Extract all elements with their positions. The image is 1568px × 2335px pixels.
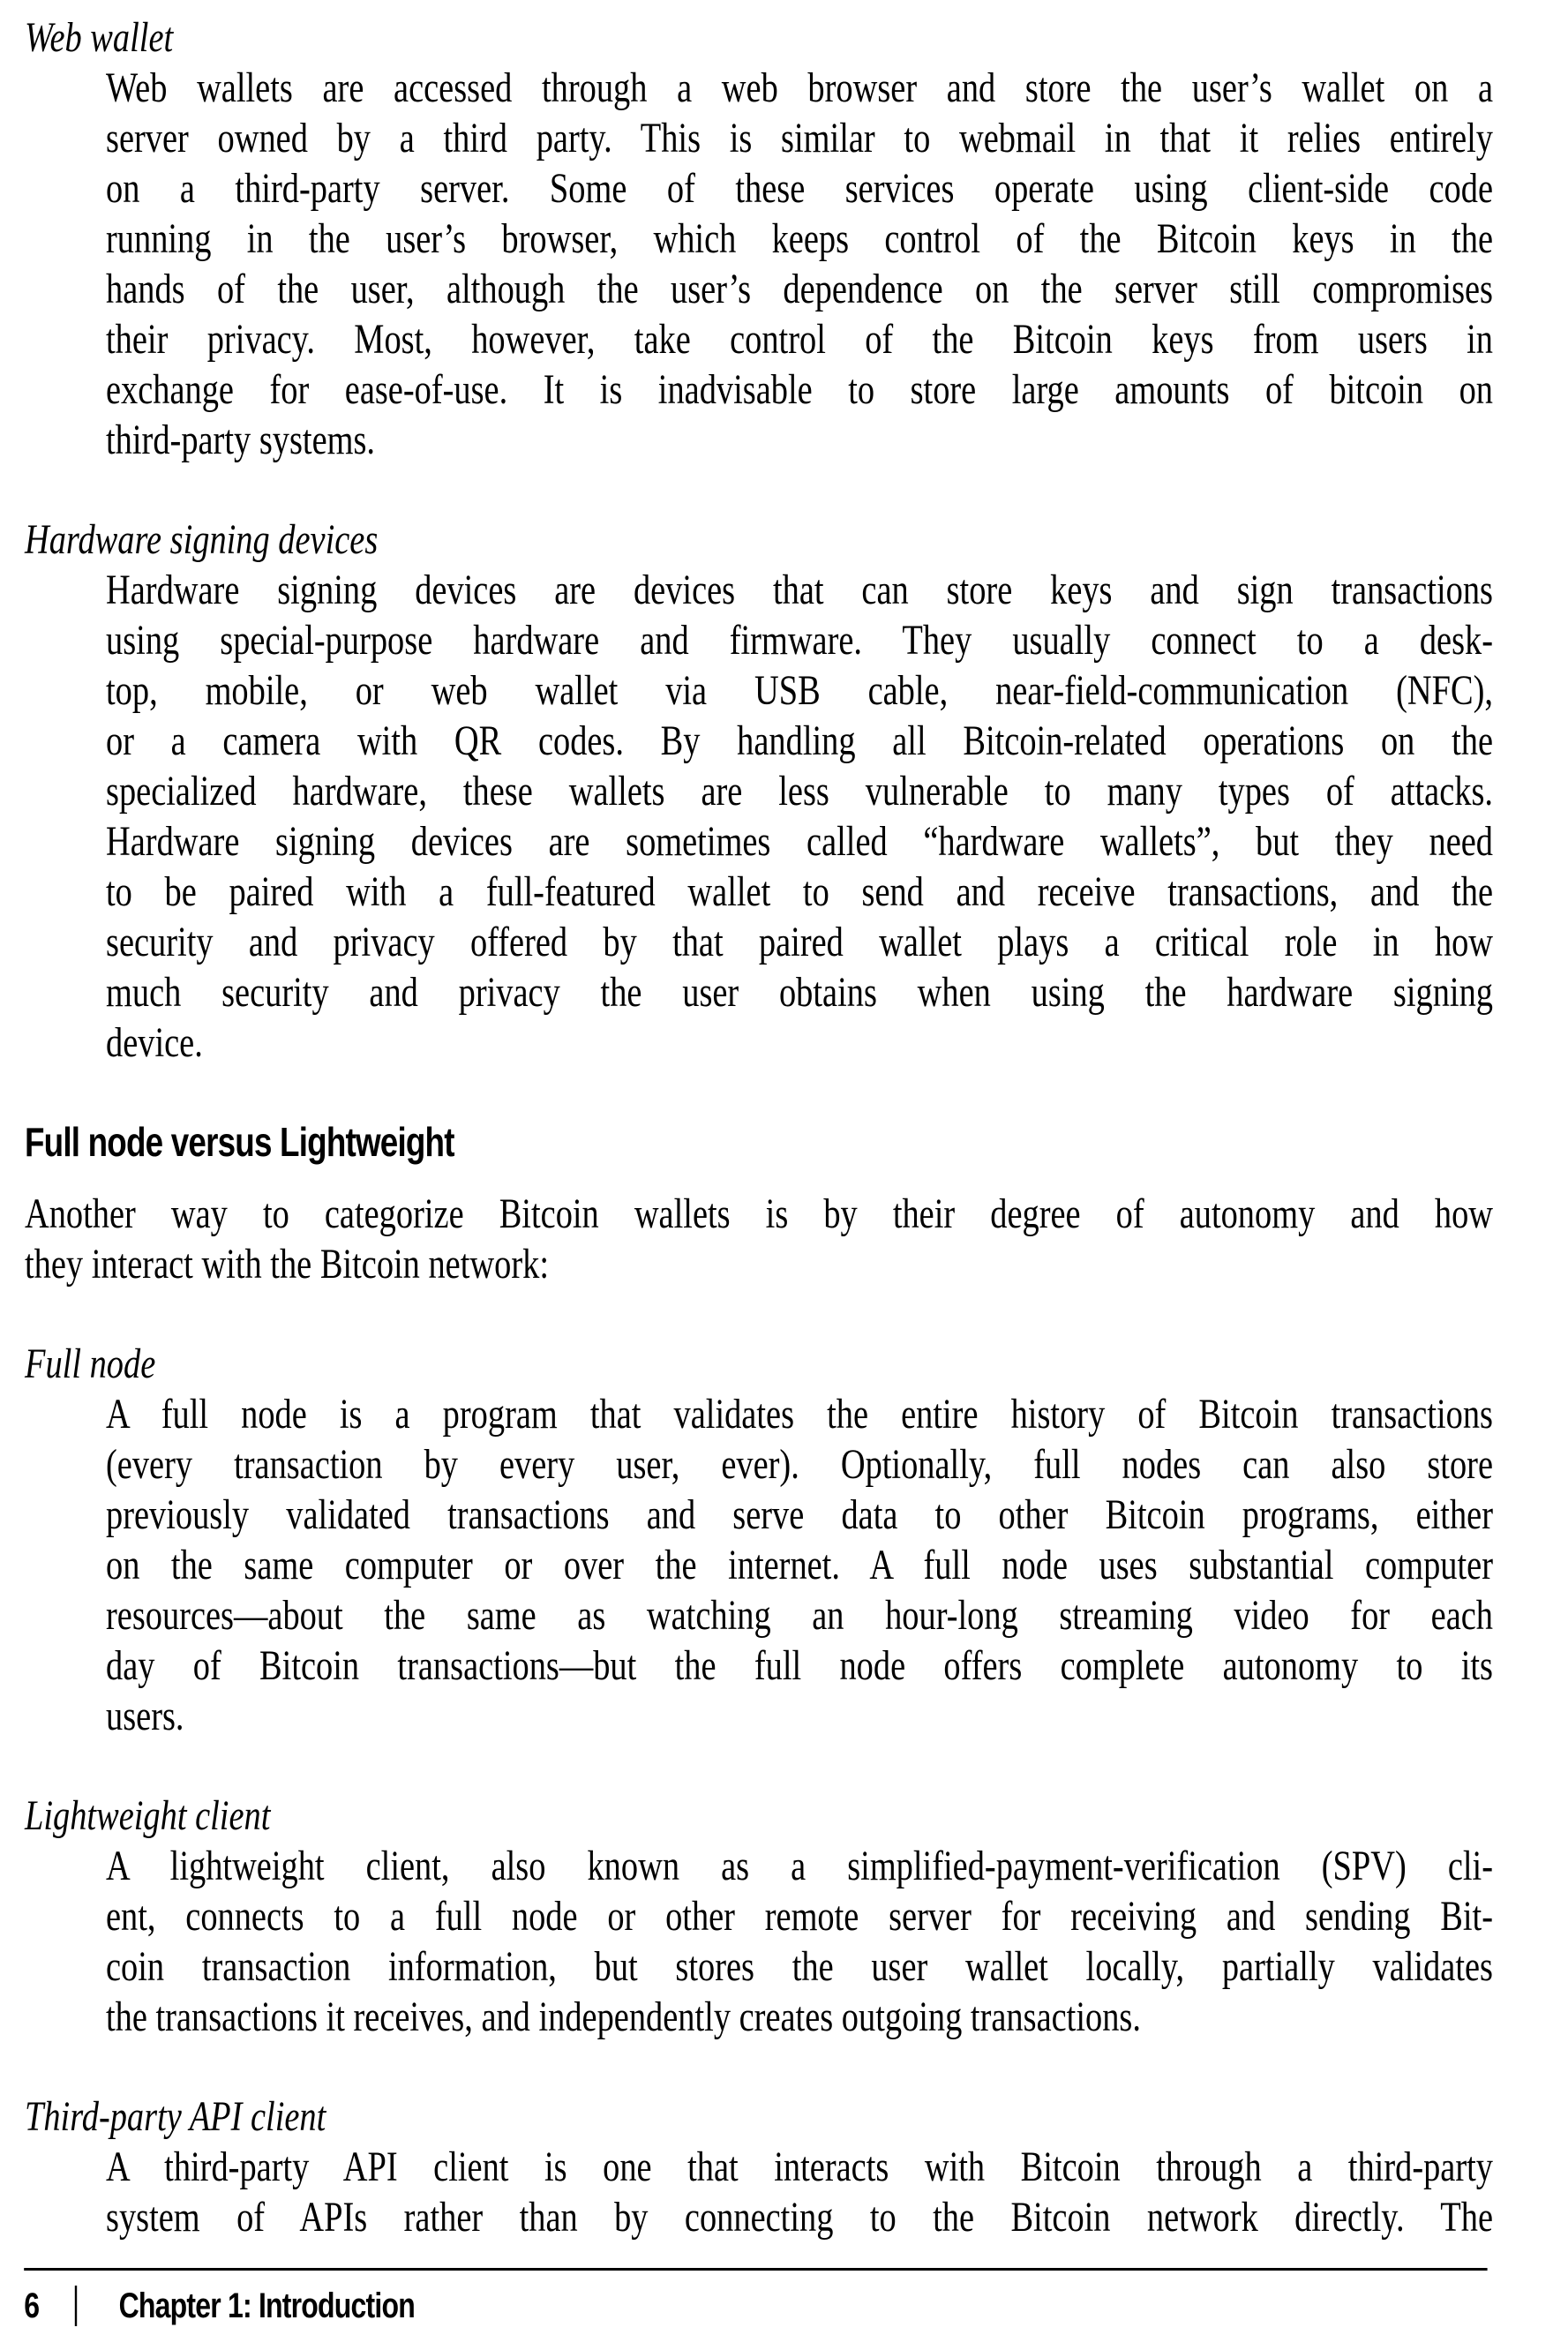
text-line: previously validated transactions and serve data to other Bitcoin programs, either	[106, 1491, 1493, 1538]
paragraph-hardware-signing-devices	[106, 565, 1493, 1068]
text-line: Hardware signing devices are devices that can store keys and sign transactions	[106, 567, 1493, 613]
text-line: coin transaction information, but stores the user wallet locally, partially validates	[106, 1943, 1493, 1990]
paragraph-web-wallet	[106, 63, 1493, 465]
subsection-heading-hardware-signing-devices: Hardware signing devices	[25, 516, 379, 563]
page-footer	[0, 2268, 1568, 2326]
text-line: (every transaction by every user, ever). Optionally, full nodes can also store	[106, 1441, 1493, 1488]
footer-rule	[24, 2268, 1487, 2271]
paragraph-lightweight-client	[106, 1841, 1493, 2042]
text-line: or a camera with QR codes. By handling all Bitcoin-related operations on the	[106, 717, 1493, 764]
text-line: Web wallets are accessed through a web browser and store the user’s wallet on a	[106, 64, 1493, 111]
text-line: using special-purpose hardware and firmware. They usually connect to a desk-	[106, 617, 1493, 664]
text-line: Another way to categorize Bitcoin wallets is by their degree of autonomy and how	[25, 1190, 1493, 1237]
text-line: third-party systems.	[106, 417, 376, 463]
text-line: A full node is a program that validates the entire history of Bitcoin transactions	[106, 1391, 1493, 1438]
text-line: Hardware signing devices are sometimes called “hardware wallets”, but they need	[106, 818, 1493, 865]
footer-separator-bar	[75, 2286, 77, 2326]
paragraph-section-intro	[25, 1189, 1493, 1289]
text-line: exchange for ease-of-use. It is inadvisable to store large amounts of bitcoin on	[106, 366, 1493, 413]
text-line: system of APIs rather than by connecting to the Bitcoin network directly. The	[106, 2194, 1493, 2241]
text-line: resources—about the same as watching an hour-long streaming video for each	[106, 1592, 1493, 1639]
text-line: top, mobile, or web wallet via USB cable, near-field-communication (NFC),	[106, 667, 1493, 714]
text-line: on a third-party server. Some of these services operate using client-side code	[106, 165, 1493, 212]
footer-chapter-title: Chapter 1: Introduction	[118, 2286, 415, 2325]
text-line: server owned by a third party. This is similar to webmail in that it relies entirely	[106, 115, 1493, 161]
text-line: device.	[106, 1019, 203, 1066]
text-line: specialized hardware, these wallets are less vulnerable to many types of attacks.	[106, 768, 1493, 815]
text-line: their privacy. Most, however, take control of the Bitcoin keys from users in	[106, 316, 1493, 363]
text-line: they interact with the Bitcoin network:	[25, 1241, 549, 1288]
text-line: much security and privacy the user obtains when using the hardware signing	[106, 969, 1493, 1016]
paragraph-third-party-api-client	[106, 2142, 1493, 2242]
subsection-heading-web-wallet: Web wallet	[25, 14, 174, 61]
subsection-heading-lightweight-client: Lightweight client	[25, 1792, 271, 1839]
text-line: ent, connects to a full node or other remote server for receiving and sending Bit-	[106, 1893, 1493, 1940]
subsection-heading-third-party-api-client: Third-party API client	[25, 2093, 326, 2140]
text-line: A lightweight client, also known as a simplified-payment-verification (SPV) cli-	[106, 1843, 1493, 1889]
text-line: running in the user’s browser, which keeps control of the Bitcoin keys in the	[106, 215, 1493, 262]
text-line: users.	[106, 1693, 184, 1739]
text-line: on the same computer or over the internet. A full node uses substantial computer	[106, 1542, 1493, 1588]
text-line: A third-party API client is one that interacts with Bitcoin through a third-party	[106, 2144, 1493, 2190]
text-line: day of Bitcoin transactions—but the full node offers complete autonomy to its	[106, 1642, 1493, 1689]
page-number: 6	[24, 2286, 40, 2325]
subsection-heading-full-node: Full node	[25, 1340, 156, 1387]
section-heading-full-node-versus-lightweight: Full node versus Lightweight	[25, 1119, 454, 1165]
paragraph-full-node	[106, 1389, 1493, 1741]
text-line: the transactions it receives, and independently creates outgoing transactions.	[106, 1993, 1141, 2040]
footer-line	[24, 2286, 1568, 2326]
text-line: security and privacy offered by that paired wallet plays a critical role in how	[106, 919, 1493, 965]
text-line: hands of the user, although the user’s dependence on the server still compromises	[106, 266, 1493, 312]
text-line: to be paired with a full-featured wallet to send and receive transactions, and the	[106, 868, 1493, 915]
